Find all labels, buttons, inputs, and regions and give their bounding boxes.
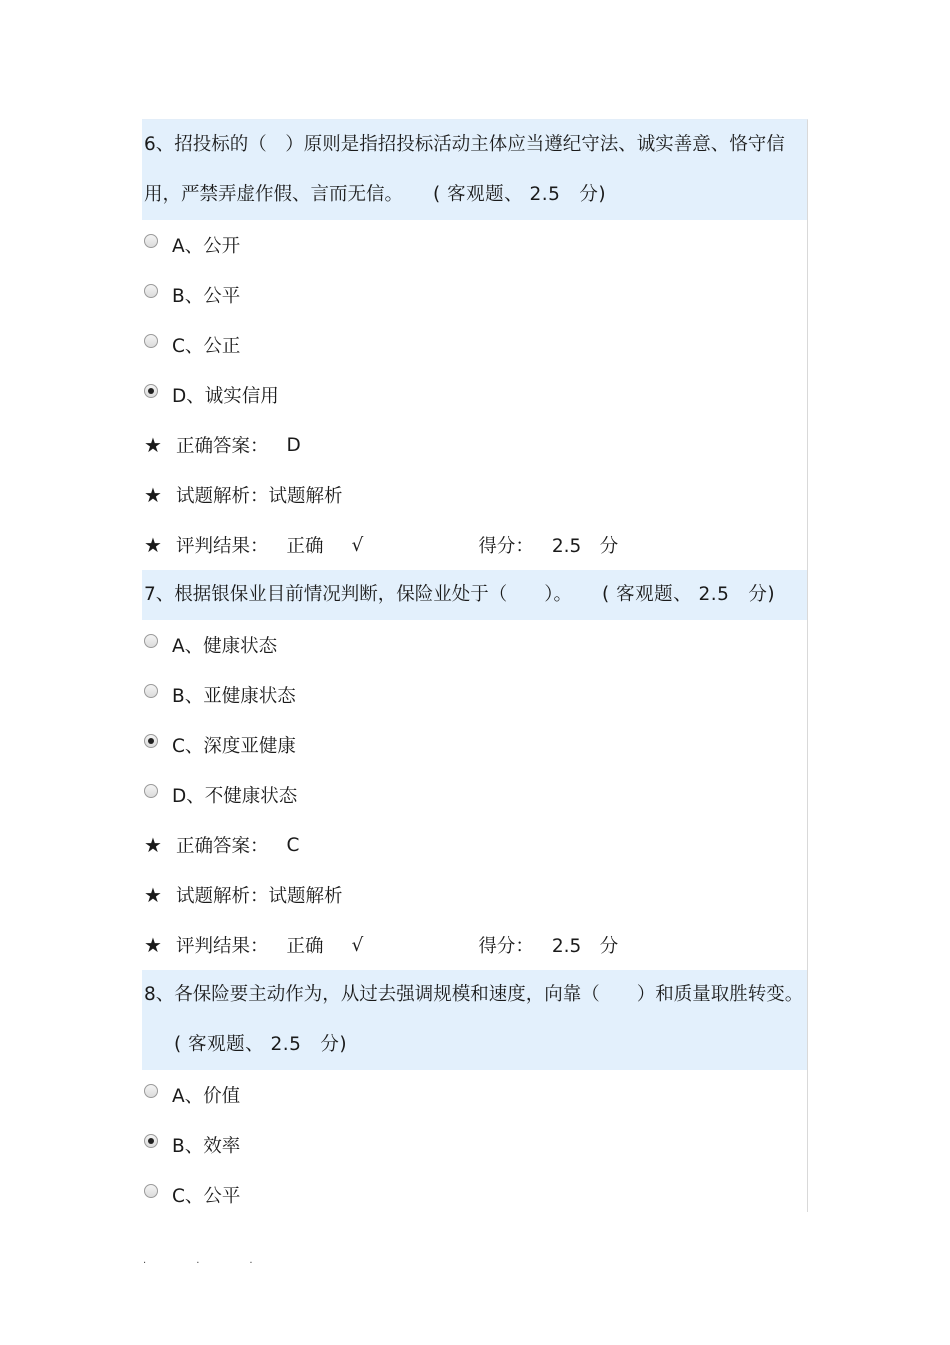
page-footer <box>143 1258 303 1269</box>
option-label: C、深度亚健康 <box>172 736 296 757</box>
radio-icon[interactable] <box>144 784 158 798</box>
option-label: D、诚实信用 <box>172 386 279 407</box>
option-c[interactable] <box>142 1170 807 1212</box>
option-b[interactable] <box>142 270 807 320</box>
check-mark: √ <box>351 934 364 956</box>
radio-checked-icon[interactable] <box>144 384 158 398</box>
option-label: A、价值 <box>172 1086 241 1107</box>
score-label: 得分： <box>478 536 534 557</box>
option-label: C、公平 <box>172 1186 241 1207</box>
correct-answer <box>142 420 807 470</box>
star-icon: ★ <box>144 533 162 557</box>
option-b[interactable] <box>142 1120 807 1170</box>
radio-checked-icon[interactable] <box>144 1134 158 1148</box>
check-mark: √ <box>351 534 364 556</box>
option-b[interactable] <box>142 670 807 720</box>
question-7-header <box>142 570 807 620</box>
star-icon: ★ <box>144 483 162 507</box>
option-a[interactable] <box>142 1070 807 1120</box>
analysis-value: 试题解析 <box>268 486 343 507</box>
analysis-label: 试题解析： <box>176 886 269 907</box>
star-icon: ★ <box>144 883 162 907</box>
question-8-header <box>142 970 807 1070</box>
question-stem: 6、招投标的（ ）原则是指招投标活动主体应当遵纪守法、诚实善意、恪守信用，严禁弄虚作假、言而无信。 <box>144 134 785 205</box>
option-d[interactable] <box>142 770 807 820</box>
radio-icon[interactable] <box>144 284 158 298</box>
option-label: B、效率 <box>172 1136 241 1157</box>
quiz-sheet <box>142 119 808 1212</box>
judge-result <box>142 520 807 570</box>
radio-icon[interactable] <box>144 634 158 648</box>
question-6-header <box>142 120 807 220</box>
option-a[interactable] <box>142 620 807 670</box>
footer-dot: · <box>196 1258 200 1269</box>
option-label: B、亚健康状态 <box>172 686 296 707</box>
question-stem: 8、各保险要主动作为，从过去强调规模和速度，向靠（ ）和质量取胜转变。 <box>144 984 804 1005</box>
result-value: 正确 <box>286 536 324 557</box>
score-value: 2.5 分 <box>551 536 619 557</box>
question-meta: ( 客观题、 2.5 分) <box>433 184 607 205</box>
footer-dot: · <box>143 1258 147 1269</box>
question-stem: 7、根据银保业目前情况判断，保险业处于（ ）。 <box>144 584 573 605</box>
result-label: 评判结果： <box>176 536 269 557</box>
radio-icon[interactable] <box>144 334 158 348</box>
result-label: 评判结果： <box>176 936 269 957</box>
radio-icon[interactable] <box>144 1084 158 1098</box>
star-icon: ★ <box>144 933 162 957</box>
option-c[interactable] <box>142 720 807 770</box>
analysis <box>142 870 807 920</box>
score-value: 2.5 分 <box>551 936 619 957</box>
correct-answer <box>142 820 807 870</box>
option-label: C、公正 <box>172 336 241 357</box>
radio-icon[interactable] <box>144 684 158 698</box>
analysis <box>142 470 807 520</box>
option-c[interactable] <box>142 320 807 370</box>
option-label: B、公平 <box>172 286 241 307</box>
analysis-value: 试题解析 <box>268 886 343 907</box>
answer-label: 正确答案： <box>176 836 269 857</box>
judge-result <box>142 920 807 970</box>
question-meta: ( 客观题、 2.5 分) <box>174 1034 348 1055</box>
answer-value: C <box>286 834 300 856</box>
star-icon: ★ <box>144 433 162 457</box>
result-value: 正确 <box>286 936 324 957</box>
option-label: A、健康状态 <box>172 636 278 657</box>
option-a[interactable] <box>142 220 807 270</box>
option-label: A、公开 <box>172 236 241 257</box>
question-meta: ( 客观题、 2.5 分) <box>602 584 776 605</box>
footer-dot: · <box>249 1258 253 1269</box>
answer-value: D <box>286 434 301 456</box>
score-label: 得分： <box>478 936 534 957</box>
answer-label: 正确答案： <box>176 436 269 457</box>
radio-icon[interactable] <box>144 1184 158 1198</box>
radio-icon[interactable] <box>144 234 158 248</box>
option-label: D、不健康状态 <box>172 786 298 807</box>
radio-checked-icon[interactable] <box>144 734 158 748</box>
option-d[interactable] <box>142 370 807 420</box>
analysis-label: 试题解析： <box>176 486 269 507</box>
star-icon: ★ <box>144 833 162 857</box>
